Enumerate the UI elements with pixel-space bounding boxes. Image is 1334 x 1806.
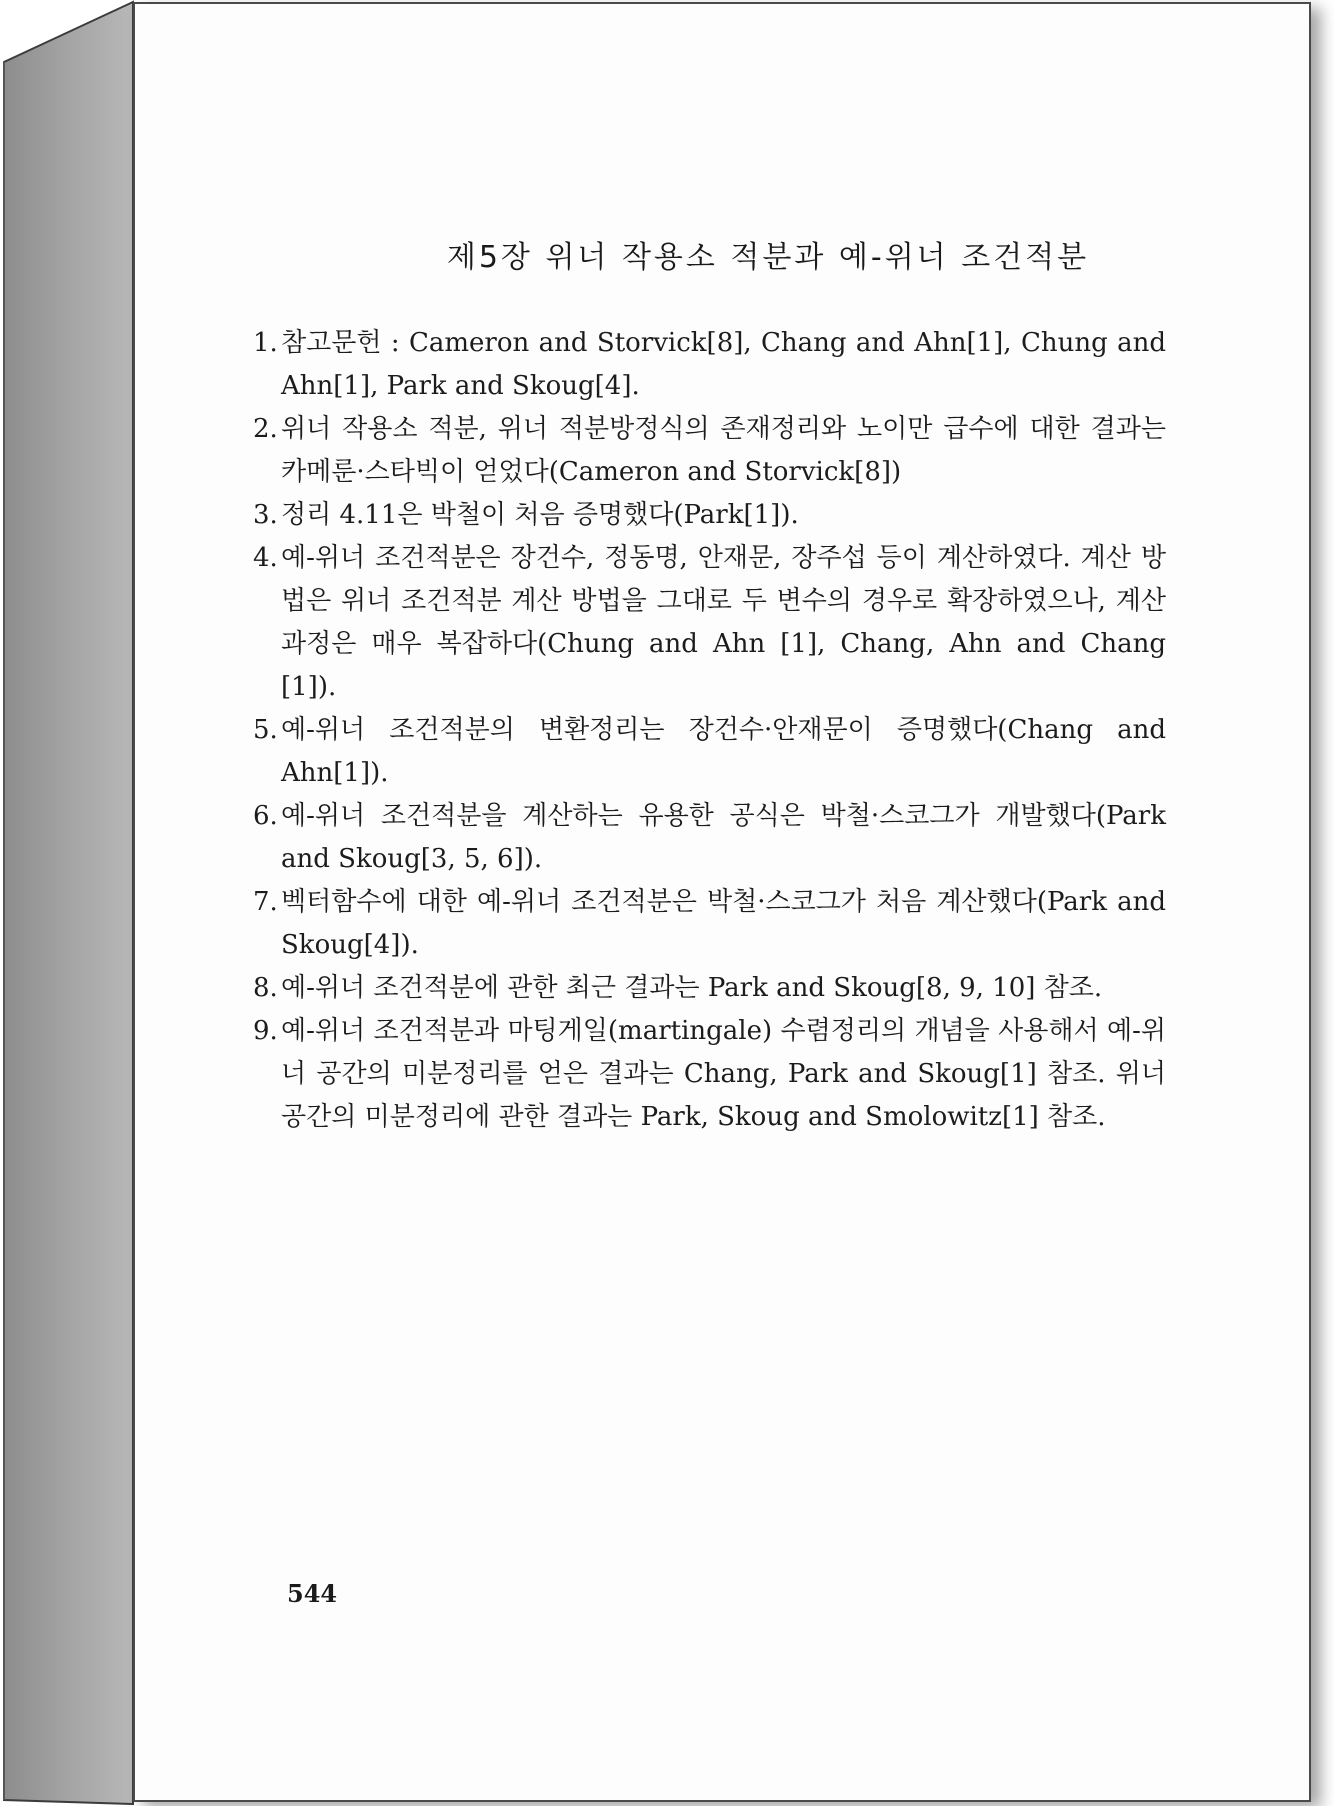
book-spine — [0, 0, 140, 1806]
book-spine-shape — [0, 0, 140, 1806]
note-item — [253, 709, 1166, 795]
note-number: 1. — [253, 328, 278, 358]
note-item — [253, 1010, 1166, 1139]
note-number: 9. — [253, 1016, 278, 1046]
note-text: 예-위너 조건적분의 변환정리는 장건수·안재문이 증명했다(Chang and Ahn[1]). — [281, 715, 1166, 788]
note-number: 3. — [253, 500, 278, 530]
note-text: 정리 4.11은 박철이 처음 증명했다(Park[1]). — [281, 500, 799, 530]
note-number: 7. — [253, 887, 278, 917]
note-text: 벡터함수에 대한 예-위너 조건적분은 박철·스코그가 처음 계산했다(Park and Skoug[4]). — [281, 887, 1166, 960]
note-text: 예-위너 조건적분에 관한 최근 결과는 Park and Skoug[8, 9, 10] 참조. — [281, 973, 1103, 1003]
note-text: 예-위너 조건적분을 계산하는 유용한 공식은 박철·스코그가 개발했다(Park and Skoug[3, 5, 6]). — [281, 801, 1166, 874]
note-number: 5. — [253, 715, 278, 745]
note-text: 참고문헌 : Cameron and Storvick[8], Chang and Ahn[1], Chung and Ahn[1], Park and Skoug[4]. — [281, 328, 1166, 401]
chapter-title: 제5장 위너 작용소 적분과 예-위너 조건적분 — [446, 240, 1090, 275]
note-item — [253, 408, 1166, 494]
book-page — [133, 2, 1311, 1802]
note-number: 6. — [253, 801, 278, 831]
note-number: 2. — [253, 414, 278, 444]
note-item — [253, 537, 1166, 709]
notes-list — [253, 322, 1166, 1139]
note-item — [253, 881, 1166, 967]
note-item — [253, 494, 1166, 537]
note-text: 예-위너 조건적분과 마팅게일(martingale) 수렴정리의 개념을 사용해서 예-위너 공간의 미분정리를 얻은 결과는 Chang, Park and Skoug[1] 참조. 위너 공간의 미분정리에 관한 결과는 Park, Skoug and Smolowitz[1] 참조. — [281, 1016, 1166, 1132]
note-text: 예-위너 조건적분은 장건수, 정동명, 안재문, 장주섭 등이 계산하였다. 계산 방법은 위너 조건적분 계산 방법을 그대로 두 변수의 경우로 확장하였으나, 계산 과정은 매우 복잡하다(Chung and Ahn [1], Chang, Ahn and Chang [1]). — [281, 543, 1166, 702]
note-number: 4. — [253, 543, 278, 573]
page-number: 544 — [287, 1579, 338, 1608]
note-item — [253, 795, 1166, 881]
note-number: 8. — [253, 973, 278, 1003]
note-text: 위너 작용소 적분, 위너 적분방정식의 존재정리와 노이만 급수에 대한 결과는 카메룬·스타빅이 얻었다(Cameron and Storvick[8]) — [281, 414, 1166, 487]
note-item — [253, 322, 1166, 408]
note-item — [253, 967, 1166, 1010]
